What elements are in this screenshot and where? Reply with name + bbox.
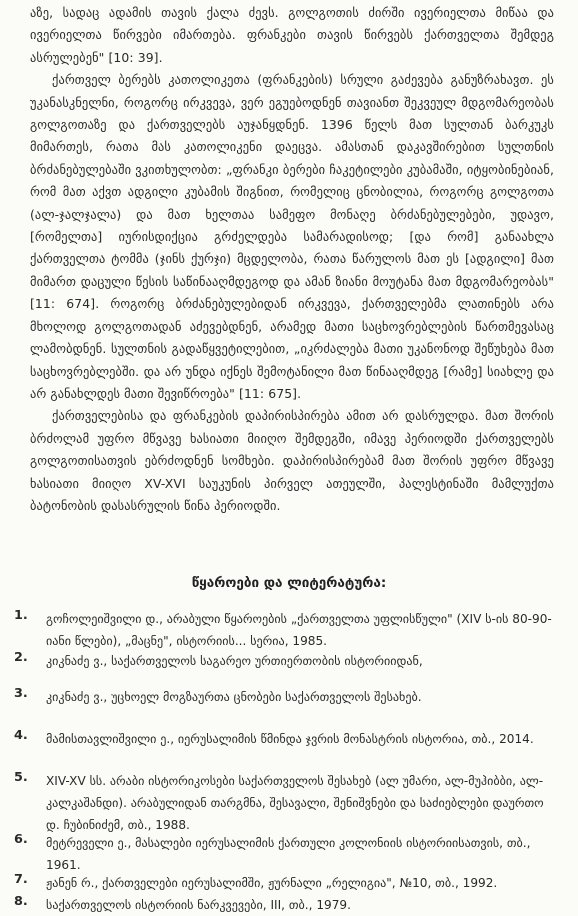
reference-number: 6.: [14, 832, 28, 847]
body-text: [30, 2, 554, 517]
reference-text: XIV-XV სს. არაბი ისტორიკოსები საქართველოს შესახებ (ალ უმარი, ალ-მუჰიბბი, ალ-კალკაშანდი). არაბულიდან თარგმნა, შესავალი, შენიშვნები და საძიებლები დაურთო დ. ჩუბინიძემ, თბ., 1988.: [46, 774, 544, 832]
reference-number: 3.: [14, 686, 28, 701]
reference-number: 4.: [14, 728, 28, 743]
reference-number: 8.: [14, 894, 28, 909]
reference-number: 2.: [14, 650, 28, 665]
reference-text: საქართველოს ისტორიის ნარკვევები, III, თბ., 1979.: [46, 898, 351, 912]
reference-text: მამისთავლიშვილი ე., იერუსალიმის წმინდა ჯვრის მონასტრის ისტორია, თბ., 2014.: [46, 732, 534, 746]
paragraph-2: ქართველ ბერებს კათოლიკეთა (ფრანკების) სრული გაძევება განუზრახავთ. ეს უკანასკნელნი, როგორც ირკვევა, ვერ ეგუებოდნენ თავიანთ შეკვეულ მდგომარეობას გოლგოთაზე და ქართველებს აუჯანყდნენ. 1396 წელს მათ სულთან ბარკუკს მიმართეს, რათა მას კათოლიკენი დაეცვა. ამასთან დაკავშირებით სულთნის ბრძანებულებაში ვკითხულობთ: „ფრანკი ბერები ჩაკეტილები კუბამაში, იტყობინებიან, რომ მათ აქვთ ადგილი კუბამის შიგნით, რომელიც ცნობილია, როგორც გოლგოთა (ალ-ჯალჯალა) და მათ ხელთაა სამეფო მონაღე ბრძანებულებები, უდავო, [რომელთა] იურისდიქცია გრძელდება სამარადისოდ; [და რომ] განაახლა ქართველთა ტომმა (ჯინს ქურჯი) მცდელობა, რათა წარულოს მათ ეს [ადგილი] მათ მიმართ დაცული წესის საწინააღმდეგოდ და ამან ზიანი მოუტანა მათ მდგომარეობას" [11: 674]. როგორც ბრძანებულებიდან ირკვევა, ქართველებმა ლათინებს არა მხოლოდ გოლგოთადან აძევებდნენ, არამედ მათი საცხოვრებლების წართმევასაც ლამობდნენ. სულთნის გადაწყვეტილებით, „იკრძალება მათი უკანონოდ შეწუხება მათ საცხოვრებლებში. და არ უნდა იქნეს შემოტანილი მათ წინააღმდეგ [რამე] სიახლე და არ განახლდეს მათი შევიწროება" [11: 675].: [30, 72, 554, 401]
references-title: წყაროები და ლიტერატურა:: [191, 575, 387, 591]
reference-number: 7.: [14, 872, 28, 887]
reference-text: მეტრეველი ე., მასალები იერუსალიმის ქართული კოლონიის ისტორიისათვის, თბ., 1961.: [46, 836, 531, 872]
reference-text: ჟანენ რ., ქართველები იერუსალიმში, ჟურნალი „რელიგია", №10, თბ., 1992.: [46, 876, 498, 890]
paragraph-1: აზე, სადაც ადამის თავის ქალა ძევს. გოლგოთის ძირში ივერიელთა მიწაა და ივერიელთა წირვები იმართება. ფრანკები თავის წირვებს ქართველთა შემდეგ ასრულებენ" [10: 39].: [30, 5, 554, 65]
reference-text: კიკნაძე ვ., უცხოელ მოგზაურთა ცნობები საქართველოს შესახებ.: [46, 690, 422, 704]
reference-number: 5.: [14, 770, 28, 785]
reference-text: გოჩოლეიშვილი დ., არაბული წყაროების „ქართველთა უფლისწული" (XIV ს-ის 80-90-იანი წლები), „მაცნე", ისტორიის... სერია, 1985.: [46, 612, 552, 648]
reference-number: 1.: [14, 608, 28, 623]
paragraph-3: ქართველებისა და ფრანკების დაპირისპირება ამით არ დასრულდა. მათ შორის ბრძოლამ უფრო მწვავე ხასიათი მიიღო შემდეგში, იმავე პერიოდში ქართველებს გოლგოთისათვის ებრძოდნენ სომხები. დაპირისპირებამ მათ შორის უფრო მწვავე ხასიათი მიიღო XV-XVI საუკუნის პირველ ათეულში, პალესტინაში მამლუქთა ბატონობის დასასრულის წინა პერიოდში.: [30, 408, 554, 513]
reference-text: კიკნაძე ვ., საქართველოს საგარეო ურთიერთობის ისტორიიდან,: [46, 654, 423, 668]
